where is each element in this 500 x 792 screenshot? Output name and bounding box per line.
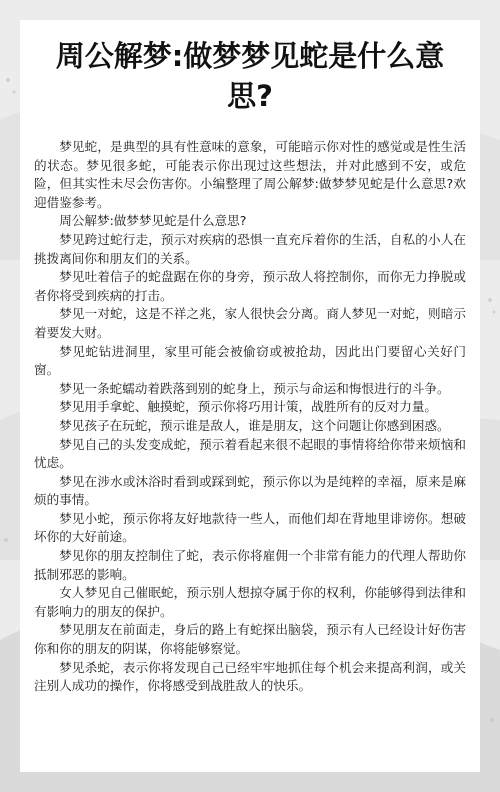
article-paragraph: 梦见朋友在前面走，身后的路上有蛇探出脑袋，预示有人已经设计好伤害你和你的朋友的阴谋，你将能够察觉。: [34, 622, 466, 657]
article-paragraph: 梦见杀蛇，表示你将发现自己已经牢牢地抓住每个机会来提高利润，或关注别人成功的操作，你将感受到战胜敌人的快乐。: [34, 659, 466, 694]
article-body: [34, 138, 466, 696]
article-paragraph: 梦见孩子在玩蛇，预示谁是敌人，谁是朋友，这个问题让你感到困惑。: [59, 417, 450, 433]
article-paragraph: 梦见自己的头发变成蛇，预示着看起来很不起眼的事情将给你带来烦恼和忧虑。: [34, 436, 466, 471]
article-paragraph: 梦见跨过蛇行走，预示对疾病的恐惧一直充斥着你的生活，自私的小人在挑拨离间你和朋友们的关系。: [34, 231, 466, 266]
article-paragraph: 梦见在涉水或沐浴时看到或踩到蛇，预示你以为是纯粹的幸福，原来是麻烦的事情。: [34, 473, 466, 508]
article-paragraph: 周公解梦:做梦梦见蛇是什么意思?: [59, 213, 247, 229]
article-paragraph: 梦见用手拿蛇、触摸蛇，预示你将巧用计策，战胜所有的反对力量。: [59, 399, 437, 415]
article-card: [20, 20, 480, 772]
article-paragraph: 梦见蛇钻进洞里，家里可能会被偷窃或被抢劫，因此出门要留心关好门窗。: [34, 343, 466, 378]
article-paragraph: 梦见一对蛇，这是不祥之兆，家人很快会分离。商人梦见一对蛇，则暗示着要发大财。: [34, 306, 466, 340]
article-paragraph: 梦见小蛇，预示你将友好地款待一些人，而他们却在背地里诽谤你。想破坏你的大好前途。: [34, 510, 466, 545]
article-paragraph: 梦见你的朋友控制住了蛇，表示你将雇佣一个非常有能力的代理人帮助你抵制邪恶的影响。: [34, 548, 466, 582]
article-paragraph: 梦见蛇，是典型的具有性意味的意象，可能暗示你对性的感觉或是性生活的状态。梦见很多蛇，可能表示你出现过这些想法，并对此感到不安，或危险，但其实性未尽会伤害你。小编整理了周公解梦:做梦梦见蛇是什么意思?欢迎借鉴参考。: [34, 139, 466, 210]
article-paragraph: 梦见一条蛇蠕动着跌落到别的蛇身上，预示与命运和悔恨进行的斗争。: [59, 380, 450, 396]
article-paragraph: 女人梦见自己催眠蛇，预示别人想掠夺属于你的权利，你能够得到法律和有影响力的朋友的保护。: [34, 585, 466, 619]
article-paragraph: 梦见吐着信子的蛇盘踞在你的身旁，预示敌人将控制你，而你无力挣脱或者你将受到疾病的打击。: [34, 269, 466, 303]
article-title: 周公解梦:做梦梦见蛇是什么意思?: [55, 39, 445, 113]
